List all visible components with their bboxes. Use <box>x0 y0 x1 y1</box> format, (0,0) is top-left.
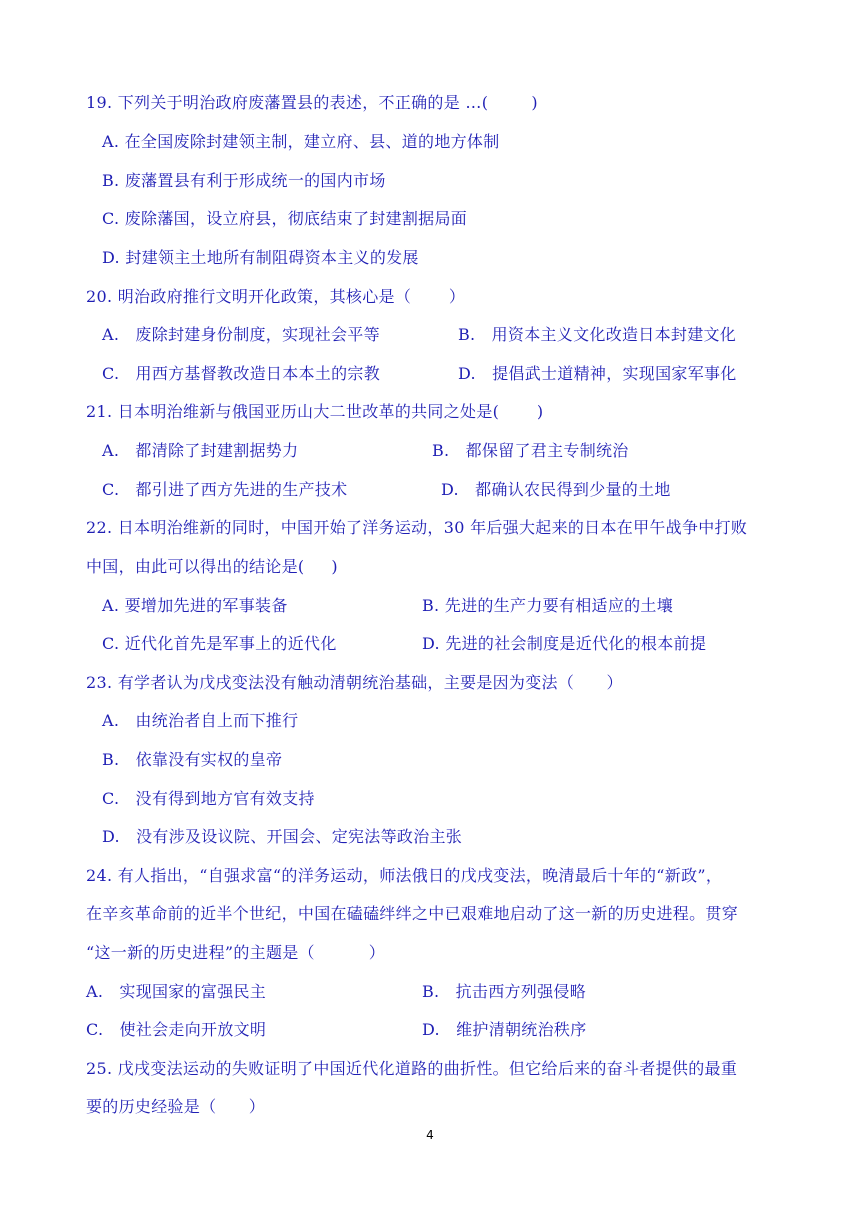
question-20-option-a: A. 废除封建身份制度，实现社会平等 <box>102 325 380 344</box>
question-19-option-d: D. 封建领主土地所有制阻碍资本主义的发展 <box>102 248 419 267</box>
question-24-stem-line-2: 在辛亥革命前的近半个世纪，中国在磕磕绊绊之中已艰难地启动了这一新的历史进程。贯穿 <box>86 904 739 923</box>
page-number: 4 <box>426 1128 434 1142</box>
question-21-option-d: D. 都确认农民得到少量的土地 <box>441 480 671 499</box>
question-23-stem: 23. 有学者认为戊戌变法没有触动清朝统治基础，主要是因为变法（ ） <box>86 673 623 692</box>
question-20-option-c: C. 用西方基督教改造日本本土的宗教 <box>102 364 381 383</box>
question-24-stem-line-1: 24. 有人指出，“自强求富“的洋务运动，师法俄日的戊戌变法，晚清最后十年的“新政”， <box>86 866 723 885</box>
question-19-stem: 19. 下列关于明治政府废藩置县的表述，不正确的是 …( ) <box>86 93 538 112</box>
question-25-stem-line-2: 要的历史经验是（ ） <box>86 1097 266 1116</box>
question-22-stem-line-2: 中国，由此可以得出的结论是( ) <box>86 557 338 576</box>
question-20-option-b: B. 用资本主义文化改造日本封建文化 <box>458 325 737 344</box>
question-22-option-b: B. 先进的生产力要有相适应的土壤 <box>422 596 674 615</box>
question-19-option-b: B. 废藩置县有利于形成统一的国内市场 <box>102 171 386 190</box>
question-21-option-c: C. 都引进了西方先进的生产技术 <box>102 480 348 499</box>
question-23-option-b: B. 依靠没有实权的皇帝 <box>102 750 283 769</box>
question-20-option-d: D. 提倡武士道精神，实现国家军事化 <box>458 364 737 383</box>
question-21-stem: 21. 日本明治维新与俄国亚历山大二世改革的共同之处是( ) <box>86 402 544 421</box>
question-23-option-c: C. 没有得到地方官有效支持 <box>102 789 315 808</box>
question-19-option-c: C. 废除藩国，设立府县，彻底结束了封建割据局面 <box>102 209 468 228</box>
question-19-option-a: A. 在全国废除封建领主制，建立府、县、道的地方体制 <box>102 132 500 151</box>
question-24-option-d: D. 维护清朝统治秩序 <box>422 1020 587 1039</box>
question-24-option-a: A. 实现国家的富强民主 <box>86 982 267 1001</box>
question-22-stem-line-1: 22. 日本明治维新的同时，中国开始了洋务运动，30 年后强大起来的日本在甲午战争中打败 <box>86 518 748 537</box>
question-22-option-d: D. 先进的社会制度是近代化的根本前提 <box>422 634 707 653</box>
question-24-option-b: B. 抗击西方列强侵略 <box>422 982 587 1001</box>
question-23-option-d: D. 没有涉及设议院、开国会、定宪法等政治主张 <box>102 827 463 846</box>
question-24-stem-line-3: “这一新的历史进程”的主题是（ ） <box>86 943 386 962</box>
question-20-stem: 20. 明治政府推行文明开化政策，其核心是（ ） <box>86 287 466 306</box>
question-22-option-a: A. 要增加先进的军事装备 <box>102 596 288 615</box>
question-25-stem-line-1: 25. 戊戌变法运动的失败证明了中国近代化道路的曲折性。但它给后来的奋斗者提供的最重 <box>86 1059 738 1078</box>
question-22-option-c: C. 近代化首先是军事上的近代化 <box>102 634 337 653</box>
question-23-option-a: A. 由统治者自上而下推行 <box>102 711 299 730</box>
question-21-option-a: A. 都清除了封建割据势力 <box>102 441 299 460</box>
question-21-option-b: B. 都保留了君主专制统治 <box>432 441 629 460</box>
question-24-option-c: C. 使社会走向开放文明 <box>86 1020 267 1039</box>
